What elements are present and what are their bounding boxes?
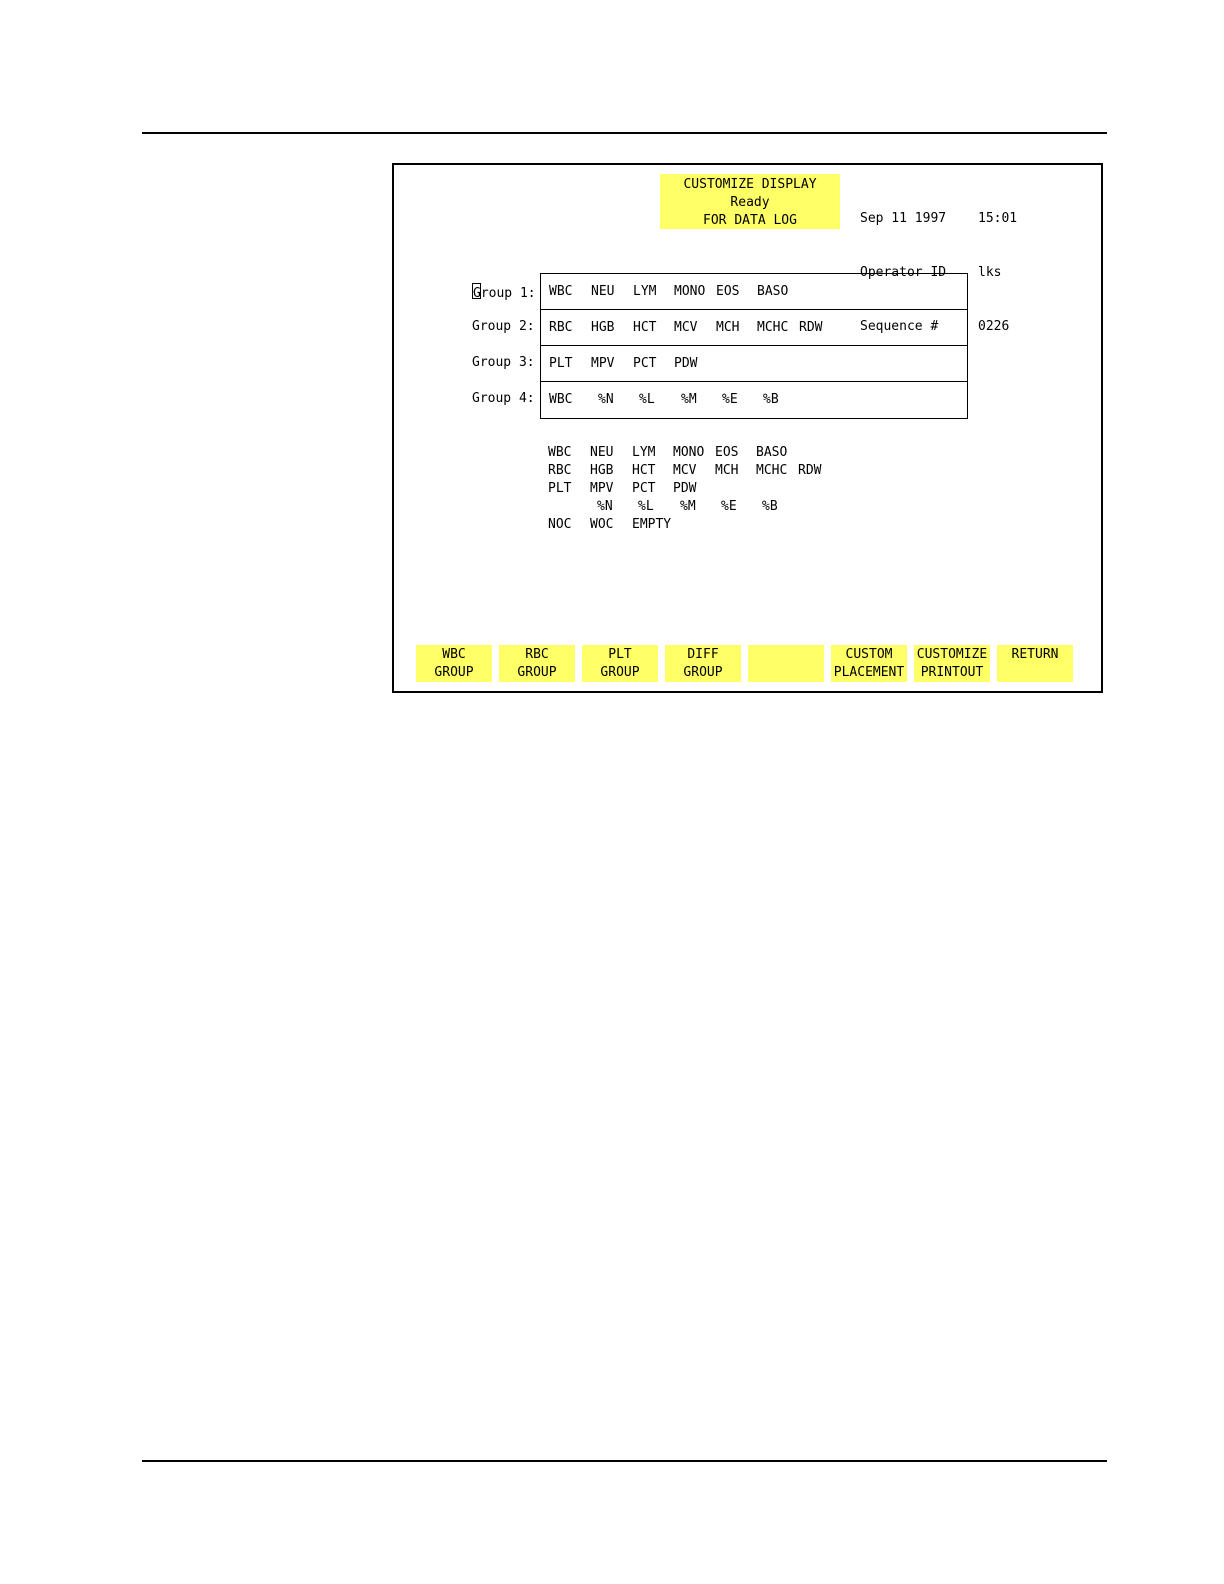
group-item[interactable]: %B bbox=[763, 392, 779, 407]
group-row-1[interactable] bbox=[541, 274, 967, 310]
palette-item[interactable]: EOS bbox=[715, 445, 739, 460]
top-rule bbox=[142, 132, 1107, 134]
group-item[interactable]: %M bbox=[681, 392, 697, 407]
group-item[interactable]: EOS bbox=[716, 284, 740, 299]
operator-label: Operator ID bbox=[860, 265, 947, 280]
diff-group-button[interactable]: DIFF GROUP bbox=[665, 645, 741, 682]
screen-title: CUSTOMIZE DISPLAY bbox=[683, 177, 817, 192]
parameter-palette bbox=[540, 445, 840, 545]
palette-item[interactable]: WOC bbox=[590, 517, 614, 532]
palette-item[interactable]: HGB bbox=[590, 463, 614, 478]
info-values bbox=[978, 174, 1017, 372]
group-item[interactable]: WBC bbox=[549, 284, 573, 299]
group-item[interactable]: PCT bbox=[633, 356, 657, 371]
return-button[interactable]: RETURN bbox=[997, 645, 1073, 682]
customize-display-screen bbox=[392, 163, 1103, 693]
group-item[interactable]: WBC bbox=[549, 392, 573, 407]
date-text: Sep 11 1997 bbox=[860, 211, 947, 226]
group-item[interactable]: %E bbox=[722, 392, 738, 407]
function-key-bar bbox=[416, 645, 1086, 683]
group-item[interactable]: RDW bbox=[799, 320, 823, 335]
palette-item[interactable]: NOC bbox=[548, 517, 572, 532]
group-4-label: Group 4: bbox=[472, 391, 535, 406]
group-1-label: Group 1: bbox=[472, 283, 532, 301]
mode-text: FOR DATA LOG bbox=[703, 213, 797, 228]
group-item[interactable]: MONO bbox=[674, 284, 706, 299]
bottom-rule bbox=[142, 1460, 1107, 1462]
group-2-label: Group 2: bbox=[472, 319, 535, 334]
palette-item[interactable]: WBC bbox=[548, 445, 572, 460]
palette-item[interactable]: BASO bbox=[756, 445, 788, 460]
status-text: Ready bbox=[730, 195, 770, 210]
group-item[interactable]: RBC bbox=[549, 320, 573, 335]
group-item[interactable]: LYM bbox=[633, 284, 657, 299]
sequence-label: Sequence # bbox=[860, 319, 939, 334]
palette-item[interactable]: %E bbox=[721, 499, 737, 514]
palette-item[interactable]: %B bbox=[762, 499, 778, 514]
palette-item[interactable]: NEU bbox=[590, 445, 614, 460]
palette-item[interactable]: HCT bbox=[632, 463, 656, 478]
custom-placement-button[interactable]: CUSTOM PLACEMENT bbox=[831, 645, 907, 682]
group-item[interactable]: %N bbox=[598, 392, 614, 407]
palette-item[interactable]: MCHC bbox=[756, 463, 788, 478]
plt-group-button[interactable]: PLT GROUP bbox=[582, 645, 658, 682]
group-3-label: Group 3: bbox=[472, 355, 535, 370]
rbc-group-button[interactable]: RBC GROUP bbox=[499, 645, 575, 682]
operator-value: lks bbox=[978, 265, 1002, 280]
blank-function-key[interactable] bbox=[748, 645, 824, 682]
customize-printout-button[interactable]: CUSTOMIZE PRINTOUT bbox=[914, 645, 990, 682]
groups-table bbox=[540, 273, 968, 419]
group-item[interactable]: HGB bbox=[591, 320, 615, 335]
group-item[interactable]: PDW bbox=[674, 356, 698, 371]
wbc-group-button[interactable]: WBC GROUP bbox=[416, 645, 492, 682]
palette-item[interactable]: MONO bbox=[673, 445, 705, 460]
palette-item[interactable]: PLT bbox=[548, 481, 572, 496]
group-row-2[interactable] bbox=[541, 310, 967, 346]
palette-item[interactable]: %M bbox=[680, 499, 696, 514]
palette-item[interactable]: RDW bbox=[798, 463, 822, 478]
palette-item[interactable]: MCV bbox=[673, 463, 697, 478]
screen-title-box bbox=[660, 174, 840, 229]
group-item[interactable]: MCH bbox=[716, 320, 740, 335]
palette-item[interactable]: PDW bbox=[673, 481, 697, 496]
palette-item[interactable]: EMPTY bbox=[632, 517, 672, 532]
group-item[interactable]: %L bbox=[639, 392, 655, 407]
palette-item[interactable]: MPV bbox=[590, 481, 614, 496]
group-item[interactable]: MCHC bbox=[757, 320, 789, 335]
palette-item[interactable]: %L bbox=[638, 499, 654, 514]
palette-item[interactable]: PCT bbox=[632, 481, 656, 496]
palette-item[interactable]: LYM bbox=[632, 445, 656, 460]
group-item[interactable]: MPV bbox=[591, 356, 615, 371]
time-text: 15:01 bbox=[978, 211, 1018, 226]
palette-item[interactable]: %N bbox=[597, 499, 613, 514]
group-row-4[interactable] bbox=[541, 382, 967, 418]
group-row-3[interactable] bbox=[541, 346, 967, 382]
group-item[interactable]: NEU bbox=[591, 284, 615, 299]
group-item[interactable]: BASO bbox=[757, 284, 789, 299]
palette-item[interactable]: MCH bbox=[715, 463, 739, 478]
palette-item[interactable]: RBC bbox=[548, 463, 572, 478]
group-item[interactable]: MCV bbox=[674, 320, 698, 335]
group-item[interactable]: PLT bbox=[549, 356, 573, 371]
group-item[interactable]: HCT bbox=[633, 320, 657, 335]
sequence-value: 0226 bbox=[978, 319, 1010, 334]
